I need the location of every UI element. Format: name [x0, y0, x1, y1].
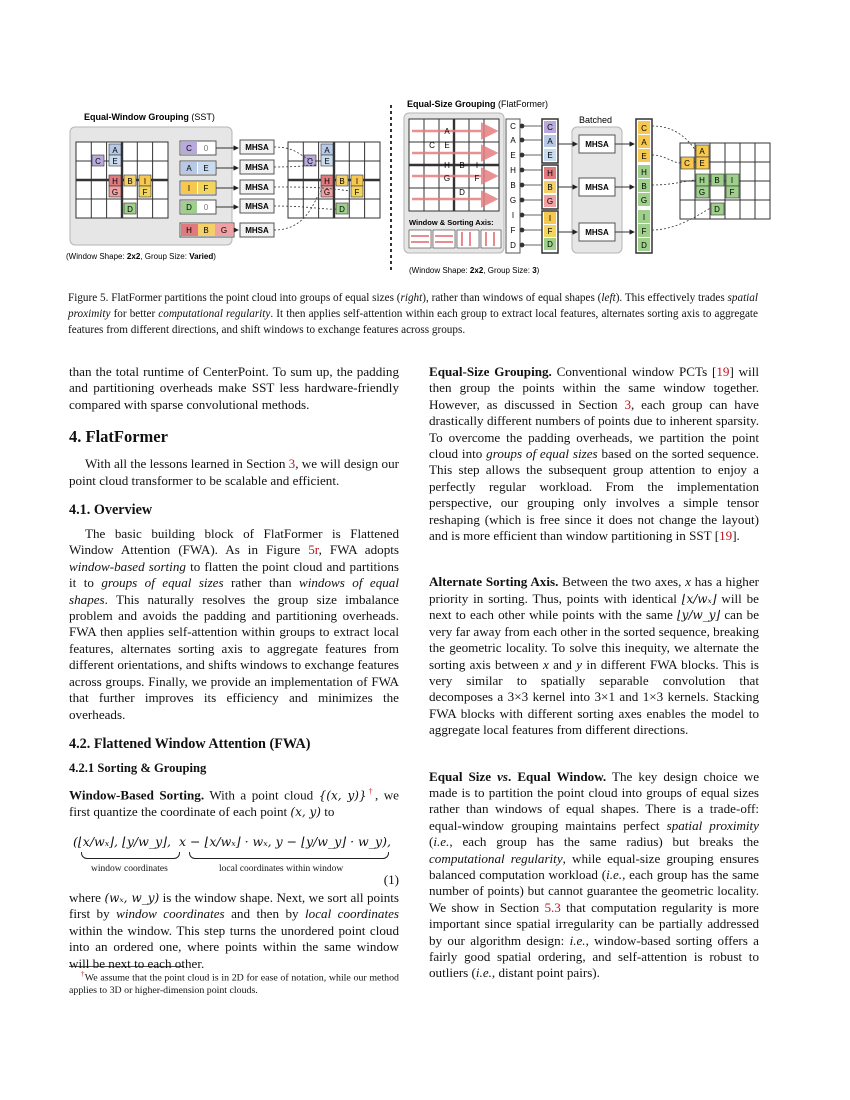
svg-text:C: C [510, 122, 516, 131]
svg-text:B: B [127, 177, 133, 186]
output-grid [680, 143, 770, 219]
svg-text:E: E [510, 151, 516, 160]
after-equation-paragraph: where (wₓ, w_y) is the window shape. Next, we sort all points first by window coordinates and then by local coordinates within the window. This step turns the unordered point cloud into an ordered one, where points within the same window will be next to each other. [69, 890, 400, 971]
svg-text:D: D [339, 205, 345, 214]
svg-text:G: G [111, 188, 119, 197]
sorted-sequence [506, 119, 520, 253]
svg-text:B: B [339, 177, 345, 186]
svg-text:B: B [547, 183, 553, 192]
section-4-2-1-title: 4.2.1 Sorting & Grouping [69, 760, 207, 775]
svg-text:A: A [699, 147, 705, 156]
svg-text:I: I [187, 184, 191, 193]
svg-text:I: I [143, 177, 147, 186]
svg-text:F: F [142, 188, 148, 197]
svg-text:A: A [641, 138, 647, 147]
svg-text:B: B [714, 176, 720, 185]
figure-5-diagram [60, 95, 790, 280]
svg-text:E: E [444, 141, 450, 150]
section-3-link[interactable]: 3 [288, 456, 296, 472]
brace-window-coordinates [81, 852, 180, 859]
svg-text:E: E [699, 159, 705, 168]
svg-text:H: H [510, 166, 516, 175]
svg-text:I: I [355, 177, 359, 186]
svg-text:F: F [203, 184, 209, 193]
left-note: (Window Shape: 2x2, Group Size: Varied) [66, 252, 216, 261]
svg-text:G: G [443, 174, 451, 183]
svg-text:D: D [459, 188, 465, 197]
svg-text:D: D [547, 240, 553, 249]
svg-text:0: 0 [203, 144, 209, 153]
svg-text:MHSA: MHSA [245, 183, 269, 192]
svg-text:C: C [307, 157, 313, 166]
svg-text:A: A [444, 127, 450, 136]
svg-text:MHSA: MHSA [585, 228, 609, 237]
equal-size-vs-window-paragraph: Equal Size vs. Equal Window. The key design choice we made is to partition the point cloud into groups of equal sizes rather than windows of equal shapes. There is a trade-off: equal-window grouping maintains perfect spatial proximity (i.e., each group has the same radius) but breaks the computational regularity, while equal-size grouping ensures balanced computation workload (i.e., each group has the same number of points) but cannot guarantee the geometric locality. We show in Section 5.3 that computation regularity is more important since spatial irregularity can be partially addressed by our algorithm design: i.e., window-based sorting offers a fairly good spatial ordering, and self-attention is robust to outliers (i.e., distant point pairs). [429, 768, 760, 981]
sorting-axis-label: Window & Sorting Axis: [409, 218, 494, 227]
svg-text:F: F [547, 227, 553, 236]
right-note: (Window Shape: 2x2, Group Size: 3) [409, 266, 540, 275]
svg-text:MHSA: MHSA [585, 140, 609, 149]
equation-number: (1) [383, 872, 399, 888]
svg-text:H: H [641, 168, 647, 177]
svg-text:G: G [323, 188, 331, 197]
svg-text:E: E [203, 164, 209, 173]
svg-text:B: B [203, 226, 209, 235]
left-grid [76, 142, 168, 218]
svg-text:B: B [641, 182, 647, 191]
svg-text:C: C [641, 124, 647, 133]
right-column [429, 364, 759, 982]
svg-text:C: C [547, 123, 553, 132]
svg-text:A: A [547, 137, 553, 146]
output-sequence [636, 119, 652, 253]
svg-text:G: G [640, 196, 648, 205]
right-title: Equal-Size Grouping (FlatFormer) [407, 99, 549, 109]
svg-text:D: D [714, 205, 720, 214]
svg-text:A: A [112, 146, 118, 155]
svg-text:G: G [698, 188, 706, 197]
svg-text:I: I [642, 213, 646, 222]
local-coordinates-label: local coordinates within window [219, 864, 344, 875]
svg-text:0: 0 [203, 203, 209, 212]
svg-text:E: E [641, 152, 647, 161]
svg-text:H: H [547, 169, 553, 178]
svg-text:E: E [112, 157, 118, 166]
alternate-sorting-axis-paragraph: Alternate Sorting Axis. Between the two axes, x has a higher priority in sorting. Thus, points with identical ⌊x/wₓ⌋ will be next to each other while points with the same ⌊y/w_y⌋ can be very far away from each other in the sorted sequence, breaking the geometric locality. To solve this inequity, we alternate the sorting axis between x and y in different FWA blocks. This is very similar to spatially separable convolution that decomposes a 3×3 kernel into 3×1 and 1×3 kernels. Stacking FWA blocks with different sorting axes enables the model to aggregate local features from different directions. [429, 574, 760, 738]
svg-text:F: F [729, 188, 735, 197]
svg-text:A: A [324, 146, 330, 155]
svg-text:G: G [509, 196, 517, 205]
equal-size-groups [542, 119, 558, 253]
svg-text:D: D [510, 241, 516, 250]
right-mhsa-blocks [579, 135, 615, 241]
svg-text:F: F [354, 188, 360, 197]
section-4-title: 4. FlatFormer [69, 427, 168, 447]
left-column [69, 364, 399, 997]
sorting-axis-icons [409, 230, 501, 248]
svg-text:MHSA: MHSA [245, 202, 269, 211]
figure-caption: Figure 5. FlatFormer partitions the point cloud into groups of equal sizes (right), rather than windows of equal shapes (left). This effectively trades spatial proximity for better computational regularity. It then applies self-attention within each group to extract local features, alternates sorting axis to aggregate features from different directions, and shift windows to exchange features across groups. [68, 292, 759, 336]
svg-text:F: F [510, 226, 516, 235]
figure-5 [60, 95, 790, 280]
ref-19-link[interactable]: 19 [716, 364, 730, 379]
svg-text:H: H [324, 177, 330, 186]
svg-text:H: H [186, 226, 192, 235]
svg-text:H: H [444, 161, 450, 170]
sequence-links [520, 124, 542, 247]
left-result-grid [288, 142, 380, 218]
svg-text:A: A [510, 136, 516, 145]
ref-19-link-2[interactable]: 19 [719, 528, 733, 544]
section-3-link-2[interactable]: 3 [624, 396, 631, 412]
svg-text:H: H [699, 176, 705, 185]
svg-text:B: B [459, 161, 465, 170]
svg-text:C: C [95, 157, 101, 166]
svg-text:MHSA: MHSA [245, 143, 269, 152]
left-mhsa-blocks [240, 140, 274, 237]
svg-text:G: G [220, 226, 228, 235]
svg-text:I: I [511, 211, 515, 220]
svg-text:D: D [641, 241, 647, 250]
equal-size-grouping-paragraph: Equal-Size Grouping. Conventional window PCTs [19] will then group the points within the same window together. However, as discussed in Section 3, each group can have drastically different numbers of points due to inherent sparsity. To overcome the padding overheads, we partition the point cloud into groups of equal sizes based on the sorted sequence. This step allows the subsequent group attention to enjoy a perfectly regular workload. From the implementation perspective, our grouping only involves a simple tensor reshaping (which is free since it does not change the layout) and is more efficient than window partitioning in SST [19]. [429, 364, 759, 544]
section-5-3-link[interactable]: 5.3 [544, 899, 561, 915]
left-title: Equal-Window Grouping (SST) [84, 112, 215, 122]
svg-text:E: E [324, 157, 330, 166]
svg-text:F: F [474, 174, 480, 183]
svg-text:I: I [548, 214, 552, 223]
svg-text:F: F [641, 227, 647, 236]
section-4-1-title: 4.1. Overview [69, 502, 153, 519]
svg-text:MHSA: MHSA [585, 183, 609, 192]
batched-label: Batched [579, 115, 613, 125]
equation-body: (⌊x/wₓ⌋, ⌊y/w_y⌋, x − ⌊x/wₓ⌋ · wₓ, y − ⌊y/w_y⌋ · w_y), [73, 834, 391, 850]
right-grid [409, 119, 499, 211]
brace-local-coordinates [189, 852, 389, 859]
svg-text:D: D [186, 203, 192, 212]
window-coordinates-label: window coordinates [91, 864, 168, 875]
svg-text:B: B [510, 181, 516, 190]
section-4-paragraph: With all the lessons learned in Section 3, we will design our point cloud transformer to be scalable and efficient. [69, 456, 399, 488]
svg-text:C: C [684, 159, 690, 168]
svg-text:G: G [546, 197, 554, 206]
svg-text:C: C [429, 141, 435, 150]
equation-1 [69, 830, 399, 890]
svg-text:I: I [730, 176, 734, 185]
svg-text:MHSA: MHSA [245, 163, 269, 172]
figure-5r-link[interactable]: 5r [308, 542, 319, 558]
section-4-2-title: 4.2. Flattened Window Attention (FWA) [69, 735, 311, 752]
svg-text:E: E [547, 151, 553, 160]
svg-text:A: A [186, 164, 192, 173]
intro-paragraph: than the total runtime of CenterPoint. To sum up, the padding and partitioning overheads make SST less hardware-friendly compared with sparse convolutional methods. [69, 364, 399, 412]
svg-text:D: D [127, 205, 133, 214]
svg-text:C: C [186, 144, 192, 153]
overview-paragraph: The basic building block of FlatFormer is Flattened Window Attention (FWA). As in Figure 5r, FWA adopts window-based sorting to flatten the point cloud and partitions it to groups of equal sizes rather than windows of equal shapes. This naturally resolves the group size imbalance problem and avoids the padding and partitioning overheads. FWA then applies self-attention within groups to extract local features, alternates sorting axis to aggregate features from different orientations, and shifts windows to exchange features across groups. Finally, we provide an implementation of FWA that further improves its efficiency and minimizes the overheads. [69, 526, 399, 722]
footnote: †We assume that the point cloud is in 2D for ease of notation, while our method applies to 3D or higher-dimension point clouds. [69, 970, 399, 997]
svg-text:H: H [112, 177, 118, 186]
svg-text:I: I [475, 161, 479, 170]
window-based-sorting-paragraph: Window-Based Sorting. With a point cloud {(x, y)}†, we first quantize the coordinate of each point (x, y) to [69, 786, 399, 819]
svg-text:MHSA: MHSA [245, 226, 269, 235]
